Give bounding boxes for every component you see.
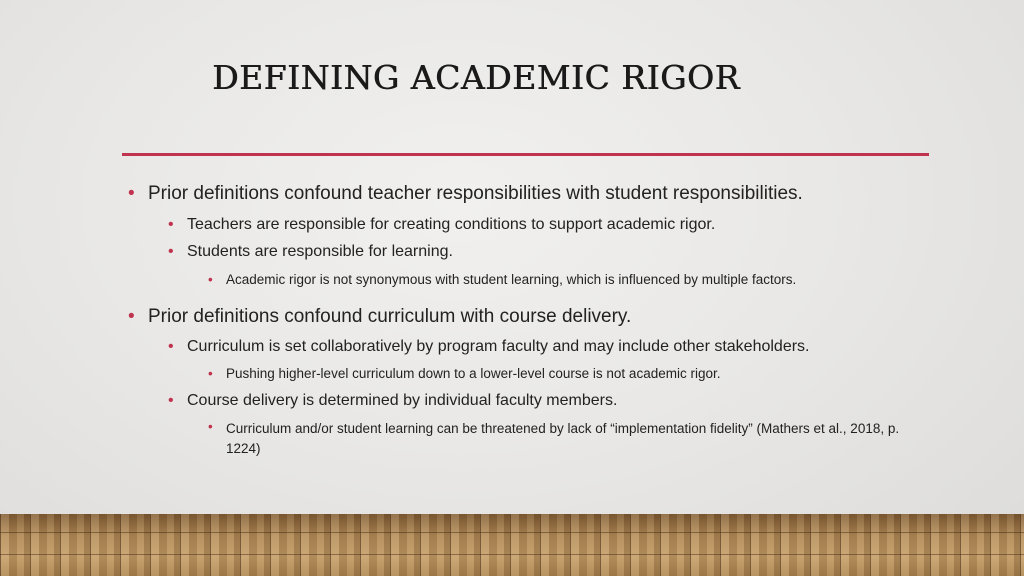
bullet-marker: • [128,306,135,327]
bullet-item: Students are responsible for learning. [187,243,453,260]
title-divider [122,153,929,156]
bullet-item: Course delivery is determined by individual faculty members. [187,392,618,409]
bullet-item: Curriculum and/or student learning can be threatened by lack of “implementation fidelity” (Mathers et al., 2018, p. 1224) [226,421,900,456]
bullet-item: Curriculum is set collaboratively by program faculty and may include other stakeholders. [187,338,810,355]
bullet-item: Teachers are responsible for creating conditions to support academic rigor. [187,216,716,233]
bullet-marker: • [168,338,174,355]
bullet-item: Prior definitions confound teacher responsibilities with student responsibilities. [148,183,803,204]
bullet-marker: • [208,272,213,287]
bullet-marker: • [208,366,213,381]
floor-seam [0,532,1024,533]
bullet-marker: • [168,392,174,409]
bullet-item: Academic rigor is not synonymous with student learning, which is influenced by multiple factors. [226,272,797,287]
bullet-marker: • [208,419,213,434]
bullet-item: Prior definitions confound curriculum with course delivery. [148,306,632,327]
wooden-floor [0,514,1024,576]
floor-seam [0,554,1024,555]
bullet-item: Pushing higher-level curriculum down to a lower-level course is not academic rigor. [226,366,721,381]
bullet-marker: • [168,243,174,260]
bullet-marker: • [168,216,174,233]
bullet-marker: • [128,183,135,204]
slide-title: DEFINING ACADEMIC RIGOR [212,58,740,97]
